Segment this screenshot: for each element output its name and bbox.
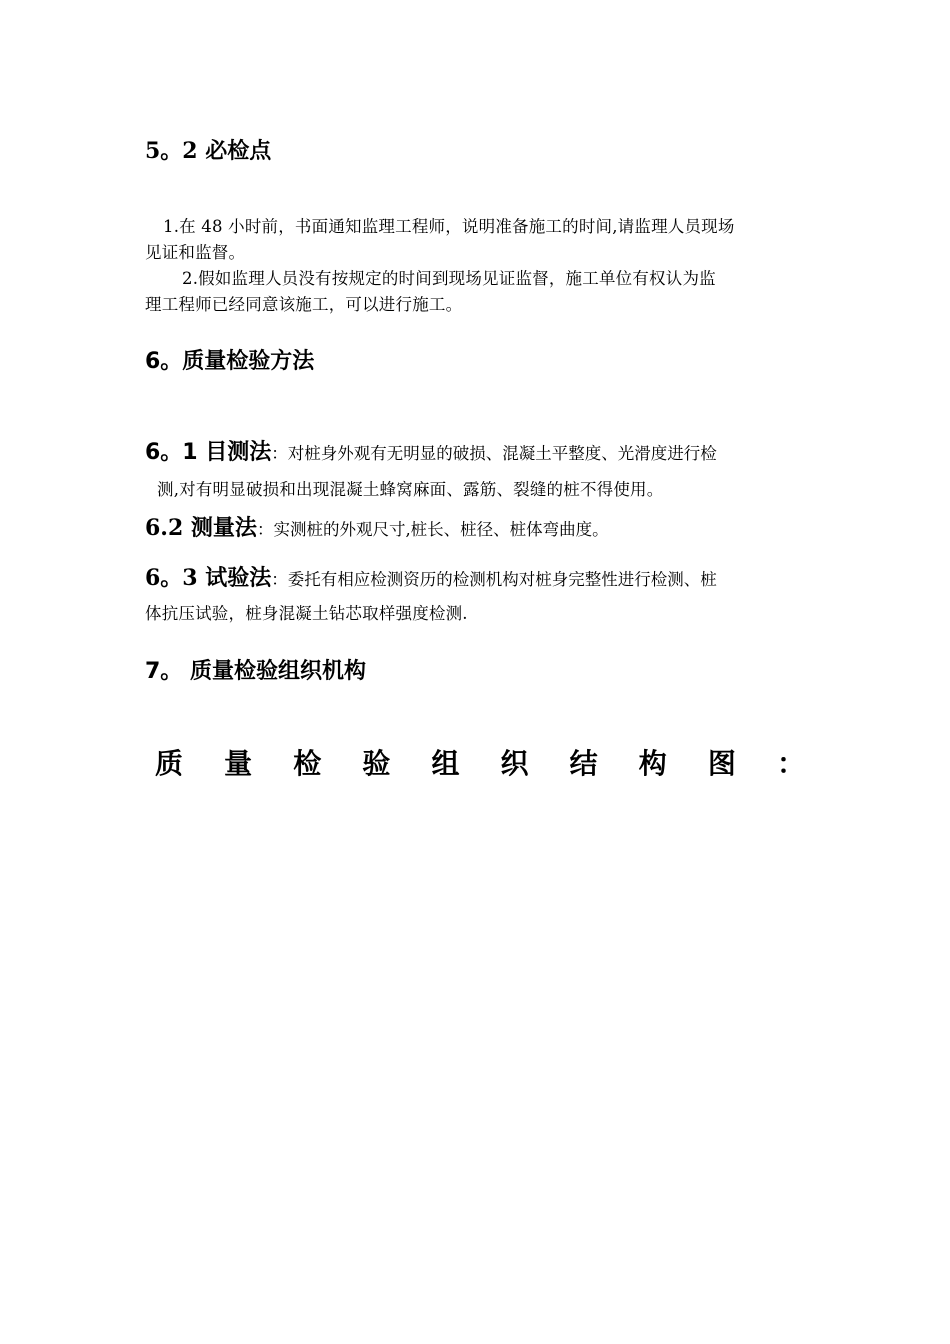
method-measure-line (145, 513, 609, 545)
paragraph-2-line-2: 理工程师已经同意该施工，可以进行施工。 (145, 295, 463, 314)
method-measure-heading: 6.2 测量法 (145, 515, 257, 541)
org-chart-title-char: 检 (293, 747, 322, 780)
org-chart-title-char: 图 (707, 747, 736, 780)
method-visual-text: ：对桩身外观有无明显的破损、混凝土平整度、光滑度进行检 (271, 444, 717, 463)
paragraph-1-line-2: 见证和监督。 (145, 243, 246, 262)
org-chart-title-char: 结 (569, 747, 598, 780)
method-measure-text: ：实测桩的外观尺寸,桩长、桩径、桩体弯曲度。 (256, 520, 609, 539)
paragraph-1-line-1: 1.在 48 小时前，书面通知监理工程师，说明准备施工的时间,请监理人员现场 (163, 217, 735, 236)
org-chart-title-char: 组 (431, 747, 460, 780)
org-chart-title (155, 744, 805, 784)
org-chart-title-char: 构 (638, 747, 667, 780)
org-chart-title-char: ： (776, 747, 805, 780)
method-visual-line-1 (145, 438, 717, 469)
section-5-2-heading: 5。2 必检点 (145, 138, 272, 164)
org-chart-title-char: 质 (155, 747, 184, 780)
method-test-text: ：委托有相应检测资历的检测机构对桩身完整性进行检测、桩 (271, 570, 717, 589)
org-chart-title-char: 验 (362, 747, 391, 780)
method-visual-heading: 6。1 目测法 (145, 440, 272, 465)
section-6-heading: 6。质量检验方法 (145, 349, 315, 374)
paragraph-2-line-1: 2.假如监理人员没有按规定的时间到现场见证监督，施工单位有权认为监 (182, 269, 716, 288)
method-visual-line-2: 测,对有明显破损和出现混凝土蜂窝麻面、露筋、裂缝的桩不得使用。 (157, 480, 664, 499)
method-test-heading: 6。3 试验法 (145, 565, 272, 591)
org-chart-title-char: 织 (500, 747, 529, 780)
section-7-heading: 7。 质量检验组织机构 (145, 659, 366, 684)
method-test-line-1 (145, 563, 717, 595)
org-chart-title-char: 量 (224, 747, 253, 780)
method-test-line-2: 体抗压试验，桩身混凝土钻芯取样强度检测. (145, 604, 468, 623)
